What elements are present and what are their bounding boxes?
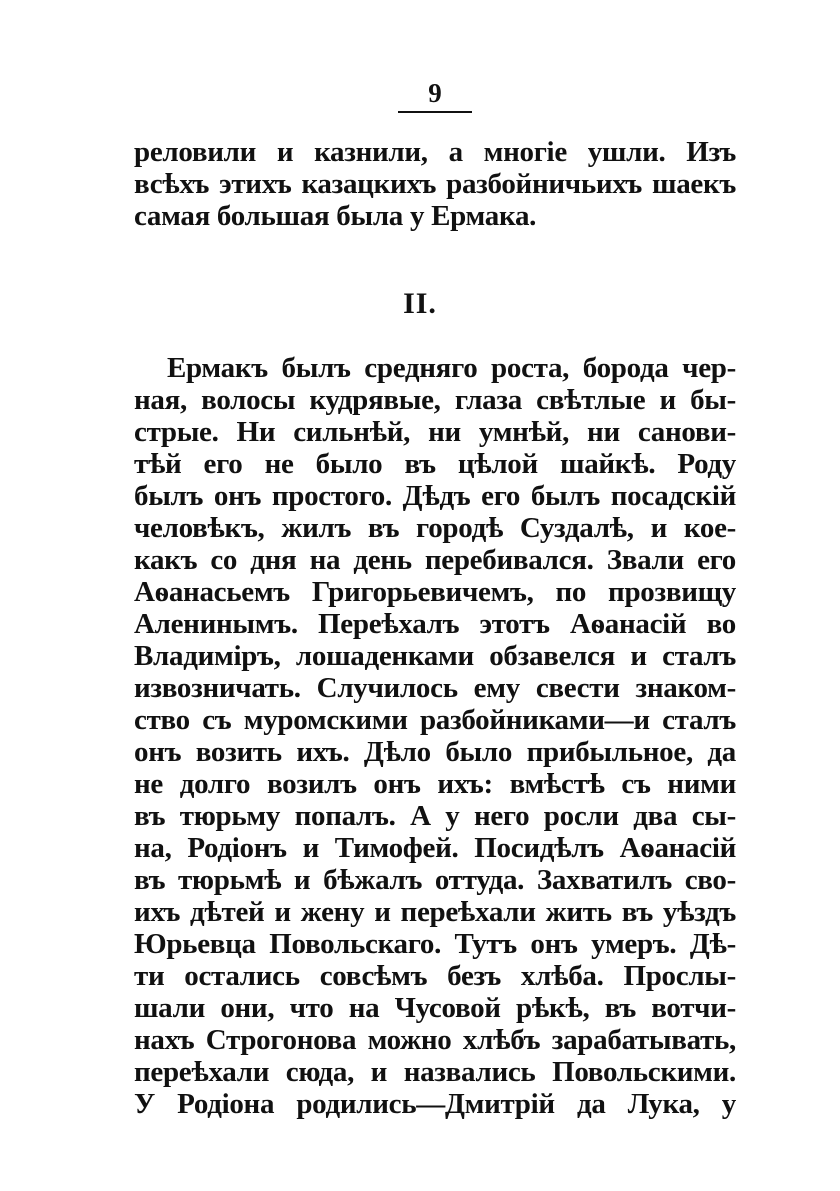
text-line: тѣй его не было въ цѣлой шайкѣ. Роду [134, 448, 736, 480]
main-paragraph [134, 352, 736, 1120]
text-line: стрые. Ни сильнѣй, ни умнѣй, ни санови- [134, 416, 736, 448]
page-number-rule [398, 111, 472, 113]
text-line: ство съ муромскими разбойниками—и сталъ [134, 704, 736, 736]
text-line: нахъ Строгонова можно хлѣбъ зарабатывать, [134, 1024, 736, 1056]
text-line: какъ со дня на день перебивался. Звали его [134, 544, 736, 576]
text-line: самая большая была у Ермака. [134, 200, 537, 232]
text-line: былъ онъ простого. Дѣдъ его былъ посадскій [134, 480, 736, 512]
text-line: ти остались совсѣмъ безъ хлѣба. Прослы- [134, 960, 736, 992]
intro-paragraph [134, 136, 736, 232]
text-line: ихъ дѣтей и жену и переѣхали жить въ уѣздъ [134, 896, 736, 928]
text-line: въ тюрьмѣ и бѣжалъ оттуда. Захватилъ сво- [134, 864, 736, 896]
text-line: переѣхали сюда, и назвались Повольскими. [134, 1056, 736, 1088]
text-line: не долго возилъ онъ ихъ: вмѣстѣ съ ними [134, 768, 736, 800]
text-line: на, Родіонъ и Тимофей. Посидѣлъ Аѳанасій [134, 832, 736, 864]
text-line: извозничать. Случилось ему свести знаком- [134, 672, 736, 704]
text-line: въ тюрьму попалъ. А у него росли два сы- [134, 800, 736, 832]
text-line: ная, волосы кудрявые, глаза свѣтлые и бы- [134, 384, 736, 416]
text-line: Ермакъ былъ средняго роста, борода чер- [167, 352, 736, 384]
text-line: реловили и казнили, а многіе ушли. Изъ [134, 136, 736, 168]
page-header [398, 78, 472, 113]
text-line: Юрьевца Повольскаго. Тутъ онъ умеръ. Дѣ- [134, 928, 736, 960]
text-line: Аленинымъ. Переѣхалъ этотъ Аѳанасій во [134, 608, 736, 640]
section-heading: II. [403, 287, 437, 320]
text-line: человѣкъ, жилъ въ городѣ Суздалѣ, и кое- [134, 512, 736, 544]
text-line: У Родіона родились—Дмитрій да Лука, у [134, 1088, 736, 1120]
text-line: онъ возить ихъ. Дѣло было прибыльное, да [134, 736, 736, 768]
page-number: 9 [428, 78, 442, 108]
text-line: всѣхъ этихъ казацкихъ разбойничьихъ шаекъ [134, 168, 736, 200]
text-line: шали они, что на Чусовой рѣкѣ, въ вотчи- [134, 992, 736, 1024]
text-line: Владиміръ, лошаденками обзавелся и сталъ [134, 640, 736, 672]
text-line: Аѳанасьемъ Григорьевичемъ, по прозвищу [134, 576, 736, 608]
